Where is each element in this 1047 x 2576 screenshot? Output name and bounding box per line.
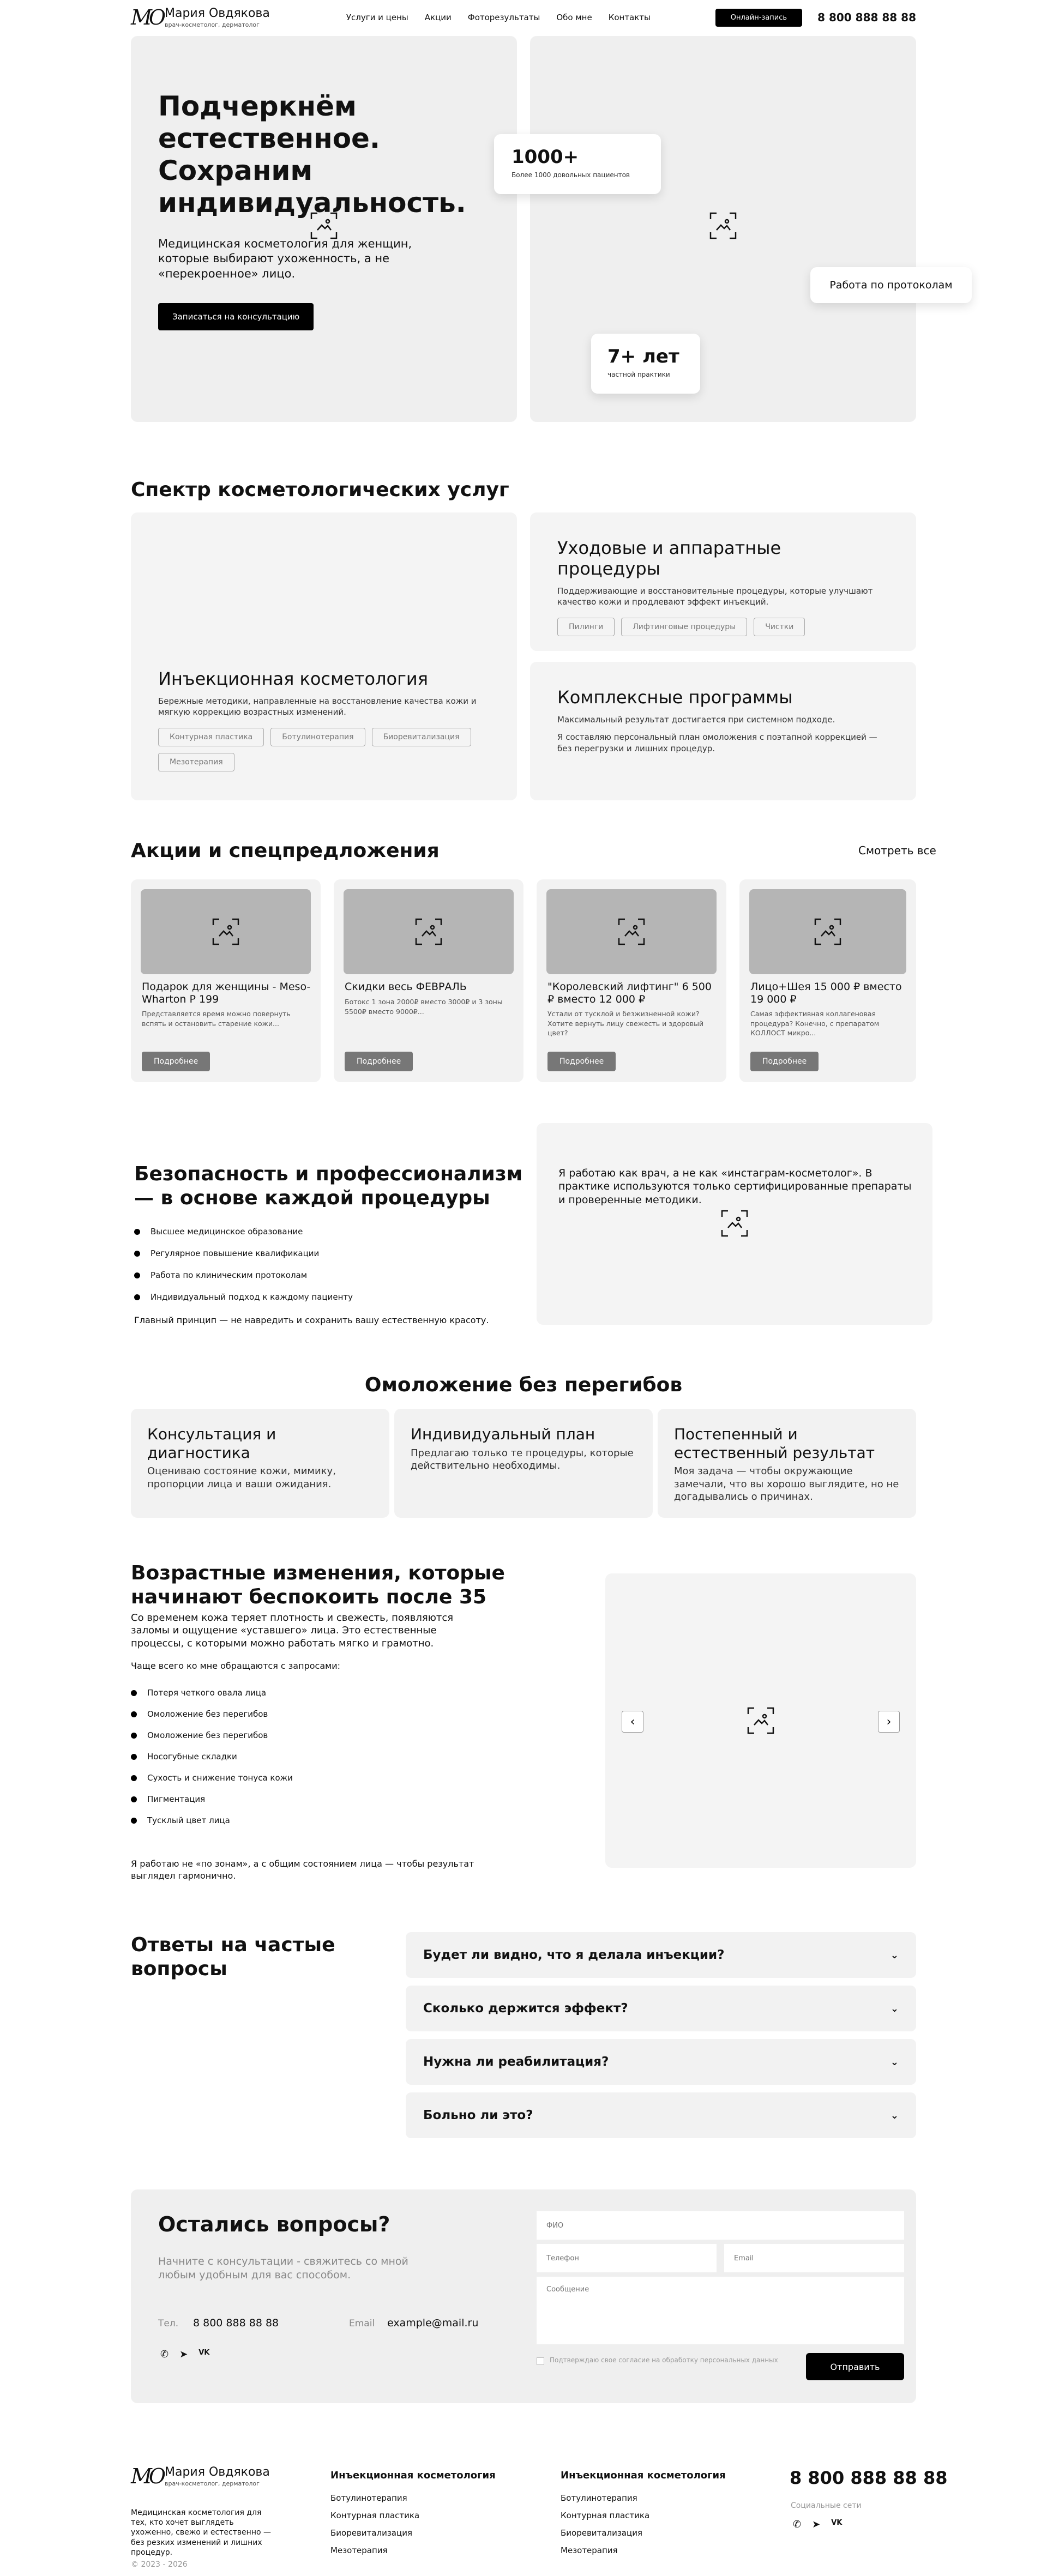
step-card xyxy=(394,1409,653,1518)
telegram-icon[interactable]: ➤ xyxy=(179,2349,188,2360)
nav-photo-results[interactable]: Фоторезультаты xyxy=(467,13,540,22)
consultation-button[interactable]: Записаться на консультацию xyxy=(158,303,314,330)
email-input[interactable] xyxy=(724,2244,904,2272)
footer-column-title: Инъекционная косметология xyxy=(561,2470,726,2481)
promo-image xyxy=(749,889,906,974)
patients-badge xyxy=(494,134,661,194)
service-complex-title: Комплексные программы xyxy=(557,687,793,708)
step-text: Моя задача — чтобы окружающие замечали, что вы хорошо выглядите, но не догадывались о причинах. xyxy=(674,1465,899,1503)
services-title: Спектр косметологических услуг xyxy=(131,479,509,501)
faq-question: Сколько держится эффект? xyxy=(423,2001,628,2016)
footer-link[interactable]: Ботулинотерапия xyxy=(330,2493,407,2503)
promo-description: Устали от тусклой и безжизненной кожи? Хотите вернуть лицу свежесть и здоровый цвет? xyxy=(547,1010,704,1037)
logo-name: Мария Овдякова xyxy=(165,7,270,20)
service-injection-title: Инъекционная косметология xyxy=(158,668,428,689)
footer-copyright: © 2023 - 2026 xyxy=(131,2560,188,2569)
logo-mark: МО xyxy=(131,5,163,29)
footer-link[interactable]: Ботулинотерапия xyxy=(561,2493,637,2503)
header xyxy=(131,0,916,35)
promos-title: Акции и спецпредложения xyxy=(131,840,440,862)
promo-description: Представляется время можно повернуть вспять и остановить старение кожи... xyxy=(142,1010,291,1028)
step-title: Консультация и диагностика xyxy=(147,1425,276,1462)
age-item: Пигментация xyxy=(131,1794,293,1804)
age-footer-text: Я работаю не «по зонам», а с общим состоянием лица — чтобы результат выглядел гармонично. xyxy=(131,1859,474,1881)
tag-mesotherapy[interactable]: Мезотерапия xyxy=(158,753,234,771)
service-injection-text: Бережные методики, направленные на восстановление качества кожи и мягкую коррекцию возрастных изменений. xyxy=(158,696,477,717)
whatsapp-icon[interactable]: ✆ xyxy=(160,2349,169,2360)
nav-promos[interactable]: Акции xyxy=(424,13,452,22)
submit-button[interactable]: Отправить xyxy=(806,2353,904,2380)
age-gallery xyxy=(605,1573,916,1868)
experience-years: 7+ лет xyxy=(607,346,679,367)
safety-card xyxy=(537,1123,932,1325)
service-injection-tags xyxy=(158,728,485,771)
promo-card[interactable] xyxy=(739,879,916,1082)
safety-item: Высшее медицинское образование xyxy=(134,1227,353,1236)
promo-image xyxy=(344,889,514,974)
age-item: Омоложение без перегибов xyxy=(131,1730,293,1740)
contact-text: Начните с консультации - свяжитесь со мной любым удобным для вас способом. xyxy=(158,2255,408,2281)
service-care-tags xyxy=(557,618,889,636)
logo-subtitle: врач-косметолог, дерматолог xyxy=(165,21,260,28)
service-complex-text2: Я составляю персональный план омоложения с поэтапной коррекцией — без перегрузки и лишних процедур. xyxy=(557,732,877,753)
promo-title: Подарок для женщины - Meso-Wharton P 199 xyxy=(142,981,311,1005)
main-nav xyxy=(346,13,651,22)
tag-botulinum[interactable]: Ботулинотерапия xyxy=(270,728,365,746)
promo-title: "Королевский лифтинг" 6 500 ₽ вместо 12 000 ₽ xyxy=(547,981,712,1005)
service-card-care[interactable] xyxy=(530,512,916,651)
promo-details-button[interactable]: Подробнее xyxy=(345,1052,413,1071)
nav-services[interactable]: Услуги и цены xyxy=(346,13,408,22)
image-placeholder-icon xyxy=(310,212,338,240)
promo-card[interactable] xyxy=(334,879,524,1082)
faq-question: Нужна ли реабилитация? xyxy=(423,2055,609,2069)
footer-column-title: Инъекционная косметология xyxy=(330,2470,496,2481)
promo-image xyxy=(141,889,311,974)
experience-caption: частной практики xyxy=(607,371,670,378)
image-placeholder-icon xyxy=(709,212,737,240)
image-placeholder-icon xyxy=(747,1706,775,1735)
age-item: Тусклый цвет лица xyxy=(131,1815,293,1825)
step-text: Предлагаю только те процедуры, которые действительно необходимы. xyxy=(411,1447,634,1471)
age-item: Носогубные складки xyxy=(131,1752,293,1761)
chevron-down-icon: ⌄ xyxy=(890,1949,899,1961)
contact-email[interactable]: example@mail.ru xyxy=(387,2317,479,2329)
faq-item[interactable] xyxy=(406,1986,916,2031)
contact-title: Остались вопросы? xyxy=(158,2212,390,2236)
tag-contour-plastic[interactable]: Контурная пластика xyxy=(158,728,264,746)
online-booking-button[interactable]: Онлайн-запись xyxy=(715,9,802,27)
promo-description: Ботокс 1 зона 2000₽ вместо 3000₽ и 3 зоны 5500₽ вместо 9000₽... xyxy=(345,998,503,1016)
hero-text: Медицинская косметология для женщин, которые выбирают ухоженность, а не «перекроенное» лицо. xyxy=(158,237,412,280)
safety-card-text: Я работаю как врач, а не как «инстаграм-косметолог». В практике используются только сертифицированные препараты и проверенные методики. xyxy=(558,1167,912,1206)
faq-question: Будет ли видно, что я делала инъекции? xyxy=(423,1948,725,1962)
footer-column xyxy=(561,2470,726,2563)
fio-input[interactable] xyxy=(537,2211,904,2240)
tag-biorevitalization[interactable]: Биоревитализация xyxy=(372,728,471,746)
promo-details-button[interactable]: Подробнее xyxy=(142,1052,210,1071)
safety-list xyxy=(134,1227,353,1314)
consent-checkbox[interactable] xyxy=(537,2357,544,2365)
age-list xyxy=(131,1688,293,1837)
tag-lifting[interactable]: Лифтинговые процедуры xyxy=(621,618,747,636)
footer-link[interactable]: Биоревитализация xyxy=(330,2528,412,2538)
logo-name: Мария Овдякова xyxy=(165,2465,270,2479)
chevron-down-icon: ⌄ xyxy=(890,2002,899,2014)
footer-link[interactable]: Контурная пластика xyxy=(561,2511,650,2520)
see-all-link[interactable]: Смотреть все xyxy=(858,844,936,857)
logo-mark: МО xyxy=(131,2464,163,2488)
protocols-label: Работа по протоколам xyxy=(829,279,953,291)
contact-section xyxy=(131,2189,916,2403)
hero-title: Подчеркнём естественное. Сохраним индивидуальность. xyxy=(158,91,466,219)
safety-item: Индивидуальный подход к каждому пациенту xyxy=(134,1292,353,1302)
tag-peeling[interactable]: Пилинги xyxy=(557,618,615,636)
promo-details-button[interactable]: Подробнее xyxy=(547,1052,616,1071)
tag-cleaning[interactable]: Чистки xyxy=(754,618,805,636)
patients-caption: Более 1000 довольных пациентов xyxy=(512,171,630,179)
logo-subtitle: врач-косметолог, дерматолог xyxy=(165,2480,260,2487)
age-subtitle: Чаще всего ко мне обращаются с запросами: xyxy=(131,1661,340,1671)
promo-details-button[interactable]: Подробнее xyxy=(750,1052,819,1071)
service-care-text: Поддерживающие и восстановительные процедуры, которые улучшают качество кожи и продлевают эффект инъекций. xyxy=(557,586,873,607)
logo[interactable] xyxy=(131,7,270,28)
safety-item: Работа по клиническим протоколам xyxy=(134,1270,353,1280)
safety-title: Безопасность и профессионализм — в основе каждой процедуры xyxy=(134,1163,523,1209)
faq-question: Больно ли это? xyxy=(423,2108,533,2122)
faq-title: Ответы на частые вопросы xyxy=(131,1934,335,1980)
image-placeholder-icon xyxy=(617,918,646,946)
footer-link[interactable]: Биоревитализация xyxy=(561,2528,642,2538)
safety-principle: Главный принцип — не навредить и сохранить вашу естественную красоту. xyxy=(134,1315,489,1325)
contact-tel-label: Тел. xyxy=(158,2318,179,2329)
patients-count: 1000+ xyxy=(512,146,579,168)
vk-icon[interactable]: VK xyxy=(831,2519,843,2527)
footer-column xyxy=(330,2470,496,2563)
footer-social xyxy=(793,2519,842,2530)
image-placeholder-icon xyxy=(720,1209,749,1238)
step-text: Оцениваю состояние кожи, мимику, пропорции лица и ваши ожидания. xyxy=(147,1465,336,1490)
footer-link[interactable]: Мезотерапия xyxy=(330,2545,388,2555)
whatsapp-icon[interactable]: ✆ xyxy=(793,2519,802,2530)
nav-contacts[interactable]: Контакты xyxy=(608,13,651,22)
age-item: Потеря четкого овала лица xyxy=(131,1688,293,1698)
step-card xyxy=(658,1409,916,1518)
footer-link[interactable]: Контурная пластика xyxy=(330,2511,420,2520)
step-card xyxy=(131,1409,389,1518)
footer-about: Медицинская косметология для тех, кто хочет выглядеть ухоженно, свежо и естественно — без резких изменений и лишних процедур. xyxy=(131,2508,271,2557)
age-text: Со временем кожа теряет плотность и свежесть, появляются заломы и ощущение «уставшего» лица. Это естественные процессы, с которыми можно работать мягко и грамотно. xyxy=(131,1612,454,1649)
promo-image xyxy=(546,889,717,974)
rejuv-title: Омоложение без перегибов xyxy=(364,1374,683,1396)
footer-link[interactable]: Мезотерапия xyxy=(561,2545,618,2555)
chevron-down-icon: ⌄ xyxy=(890,2056,899,2068)
image-placeholder-icon xyxy=(814,918,842,946)
image-placeholder-icon xyxy=(414,918,443,946)
footer-phone[interactable]: 8 800 888 88 88 xyxy=(790,2468,948,2488)
service-care-title: Уходовые и аппаратные процедуры xyxy=(557,538,781,579)
age-item: Сухость и снижение тонуса кожи xyxy=(131,1773,293,1783)
safety-item: Регулярное повышение квалификации xyxy=(134,1248,353,1258)
service-card-injection[interactable] xyxy=(131,512,517,800)
message-textarea[interactable] xyxy=(537,2277,904,2344)
image-placeholder-icon xyxy=(212,918,240,946)
header-phone[interactable]: 8 800 888 88 88 xyxy=(817,11,916,24)
gallery-next-button[interactable]: › xyxy=(878,1711,900,1733)
experience-badge xyxy=(591,334,700,394)
contact-social xyxy=(160,2349,209,2360)
step-title: Постепенный и естественный результат xyxy=(674,1425,875,1462)
promo-card[interactable] xyxy=(537,879,726,1082)
vk-icon[interactable]: VK xyxy=(198,2349,210,2357)
faq-item[interactable] xyxy=(406,2092,916,2138)
gallery-prev-button[interactable]: ‹ xyxy=(622,1711,643,1733)
hero-image xyxy=(530,36,916,422)
hero-left-card xyxy=(131,36,517,422)
promo-title: Лицо+Шея 15 000 ₽ вместо 19 000 ₽ xyxy=(750,981,902,1005)
contact-tel[interactable]: 8 800 888 88 88 xyxy=(193,2317,279,2329)
service-complex-text1: Максимальный результат достигается при системном подходе. xyxy=(557,715,835,725)
service-card-complex[interactable] xyxy=(530,662,916,800)
promo-card[interactable] xyxy=(131,879,321,1082)
promo-title: Скидки весь ФЕВРАЛЬ xyxy=(345,981,467,993)
contact-email-label: Email xyxy=(349,2318,375,2329)
age-title: Возрастные изменения, которые начинают беспокоить после 35 xyxy=(131,1562,505,1608)
footer-logo[interactable] xyxy=(131,2465,270,2487)
faq-item[interactable] xyxy=(406,2039,916,2085)
phone-input[interactable] xyxy=(537,2244,717,2272)
chevron-down-icon: ⌄ xyxy=(890,2109,899,2121)
protocols-badge xyxy=(810,267,972,303)
faq-item[interactable] xyxy=(406,1932,916,1978)
footer-social-label: Социальные сети xyxy=(791,2501,862,2510)
step-title: Индивидуальный план xyxy=(411,1425,595,1443)
age-item: Омоложение без перегибов xyxy=(131,1709,293,1719)
telegram-icon[interactable]: ➤ xyxy=(812,2519,821,2530)
consent-text: Подтверждаю свое согласие на обработку персональных данных xyxy=(550,2356,778,2364)
promo-description: Самая эффективная коллагеновая процедура? Конечно, с препаратом КОЛЛОСТ микро... xyxy=(750,1010,880,1037)
nav-about[interactable]: Обо мне xyxy=(556,13,592,22)
